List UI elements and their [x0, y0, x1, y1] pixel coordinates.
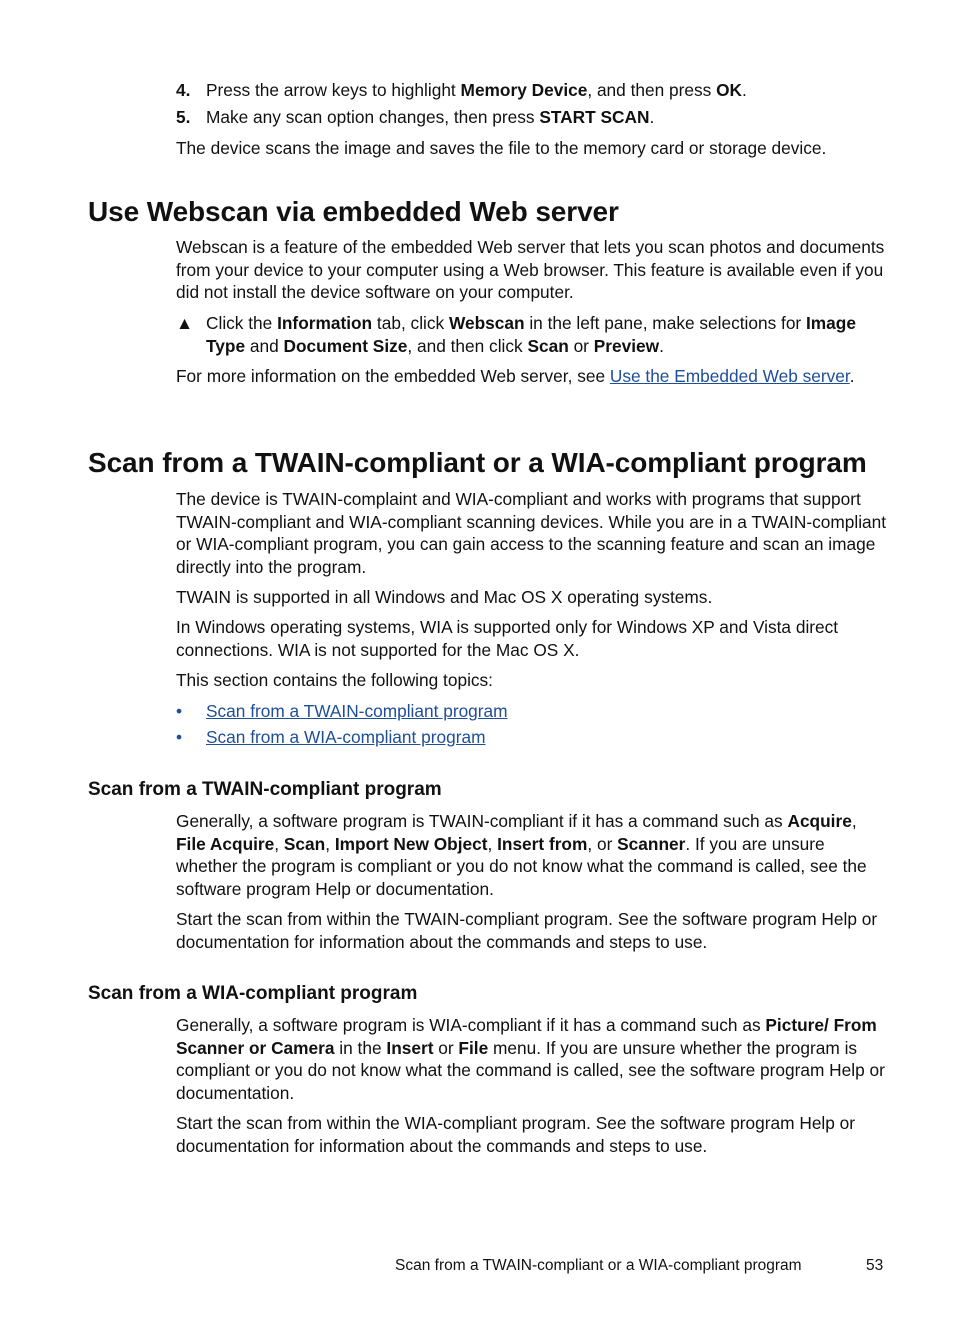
heading-scan-twain-wia: Scan from a TWAIN-compliant or a WIA-compliant program [88, 447, 867, 478]
step-text-part: . [649, 107, 655, 127]
instruction-text [206, 312, 888, 357]
ui-term-file: File [458, 1037, 489, 1058]
heading-webscan: Use Webscan via embedded Web server [88, 196, 619, 227]
step-text-part: Press the arrow keys to highlight [206, 80, 461, 100]
wia-support-paragraph: In Windows operating systems, WIA is supported only for Windows XP and Vista direct connections. WIA is not supported for the Mac OS X. [176, 617, 839, 660]
more-info-suffix: . [849, 366, 855, 386]
instruction-part: and [245, 335, 284, 356]
ui-term-information: Information [277, 313, 373, 333]
instruction-part: tab, click [372, 313, 449, 333]
text-part: . If you are unsure whether the program is compliant or you do not know what the command is called, see the software program Help or documentation. [176, 833, 867, 899]
ui-term-ok: OK [716, 80, 742, 100]
ui-term-scan: Scan [527, 335, 569, 356]
text-part: , or [587, 833, 618, 854]
twain-support-paragraph: TWAIN is supported in all Windows and Mac OS X operating systems. [176, 587, 713, 607]
text-part: , [274, 833, 284, 854]
heading-twain-program: Scan from a TWAIN-compliant program [88, 779, 442, 800]
text-part: , [325, 833, 335, 854]
text-part: or [433, 1037, 459, 1058]
ui-term-scan: Scan [283, 833, 326, 854]
text-part: , [851, 811, 857, 831]
instruction-part: in the left pane, make selections for [524, 313, 806, 333]
footer-section-title: Scan from a TWAIN-compliant or a WIA-compliant program [395, 1257, 802, 1274]
ui-term-preview: Preview [593, 335, 660, 356]
ui-term-memory-device: Memory Device [460, 80, 588, 100]
wia-paragraph-2: Start the scan from within the WIA-compliant program. See the software program Help or documentation for information about the commands and steps to use. [176, 1113, 856, 1156]
heading-wia-program: Scan from a WIA-compliant program [88, 983, 418, 1004]
step-text [206, 79, 886, 102]
twain-paragraph-1 [176, 810, 888, 900]
ui-term-start-scan: START SCAN [539, 107, 650, 127]
step-number: 4. [176, 80, 191, 100]
step-text-part: Make any scan option changes, then press [206, 107, 540, 127]
webscan-paragraph: Webscan is a feature of the embedded Web server that lets you scan photos and documents from your device to your computer using a Web browser. This feature is available even if you did not install the device software on your computer. [176, 237, 885, 303]
steps-result-paragraph: The device scans the image and saves the file to the memory card or storage device. [176, 138, 827, 158]
text-part: Generally, a software program is WIA-compliant if it has a command such as [176, 1015, 766, 1035]
text-part: menu. If you are unsure whether the program is compliant or you do not know what the command is called, see the software program Help or documentation. [176, 1037, 885, 1103]
ui-term-webscan: Webscan [448, 313, 525, 333]
step-text [206, 106, 886, 129]
embedded-web-server-link[interactable]: Use the Embedded Web server [609, 366, 850, 386]
page-number: 53 [866, 1257, 884, 1274]
triangle-icon: ▲ [176, 313, 194, 333]
ui-term-picture-from-scanner: Picture/ From Scanner or Camera [176, 1015, 877, 1058]
more-info-paragraph [176, 365, 888, 388]
ui-term-acquire: Acquire [787, 811, 852, 831]
step-text-part: . [742, 80, 747, 100]
scan-intro-paragraph: The device is TWAIN-complaint and WIA-compliant and works with programs that support TWAIN-compliant and WIA-compliant scanning devices. While you are in a TWAIN-compliant or WIA-compliant program, you can gain access to the scanning feature and scan an image directly into the program. [176, 489, 887, 577]
topic-link-wia[interactable]: Scan from a WIA-compliant program [206, 727, 486, 747]
text-part: Generally, a software program is TWAIN-compliant if it has a command such as [176, 811, 788, 831]
ui-term-image-type: Image Type [206, 313, 856, 356]
ui-term-file-acquire: File Acquire [176, 833, 275, 854]
ui-term-document-size: Document Size [283, 335, 408, 356]
ui-term-scanner: Scanner [617, 833, 686, 854]
bullet-icon: • [176, 701, 183, 721]
instruction-part: . [659, 335, 664, 356]
more-info-text: For more information on the embedded Web server, see [176, 366, 610, 386]
instruction-part: , and then click [407, 335, 528, 356]
wia-paragraph-1 [176, 1014, 888, 1104]
instruction-part: Click the [206, 313, 278, 333]
step-number: 5. [176, 107, 191, 127]
topic-link-twain[interactable]: Scan from a TWAIN-compliant program [206, 701, 508, 721]
step-text-part: , and then press [587, 80, 717, 100]
twain-paragraph-2: Start the scan from within the TWAIN-compliant program. See the software program Help or documentation for information about the commands and steps to use. [176, 909, 878, 952]
ui-term-insert: Insert [386, 1037, 434, 1058]
ui-term-insert-from: Insert from [497, 833, 588, 854]
text-part: , [487, 833, 498, 854]
bullet-icon: • [176, 727, 183, 747]
instruction-part: or [568, 335, 594, 356]
text-part: in the [334, 1037, 387, 1058]
ui-term-import-new-object: Import New Object [334, 833, 488, 854]
topics-intro: This section contains the following topics: [176, 670, 493, 690]
